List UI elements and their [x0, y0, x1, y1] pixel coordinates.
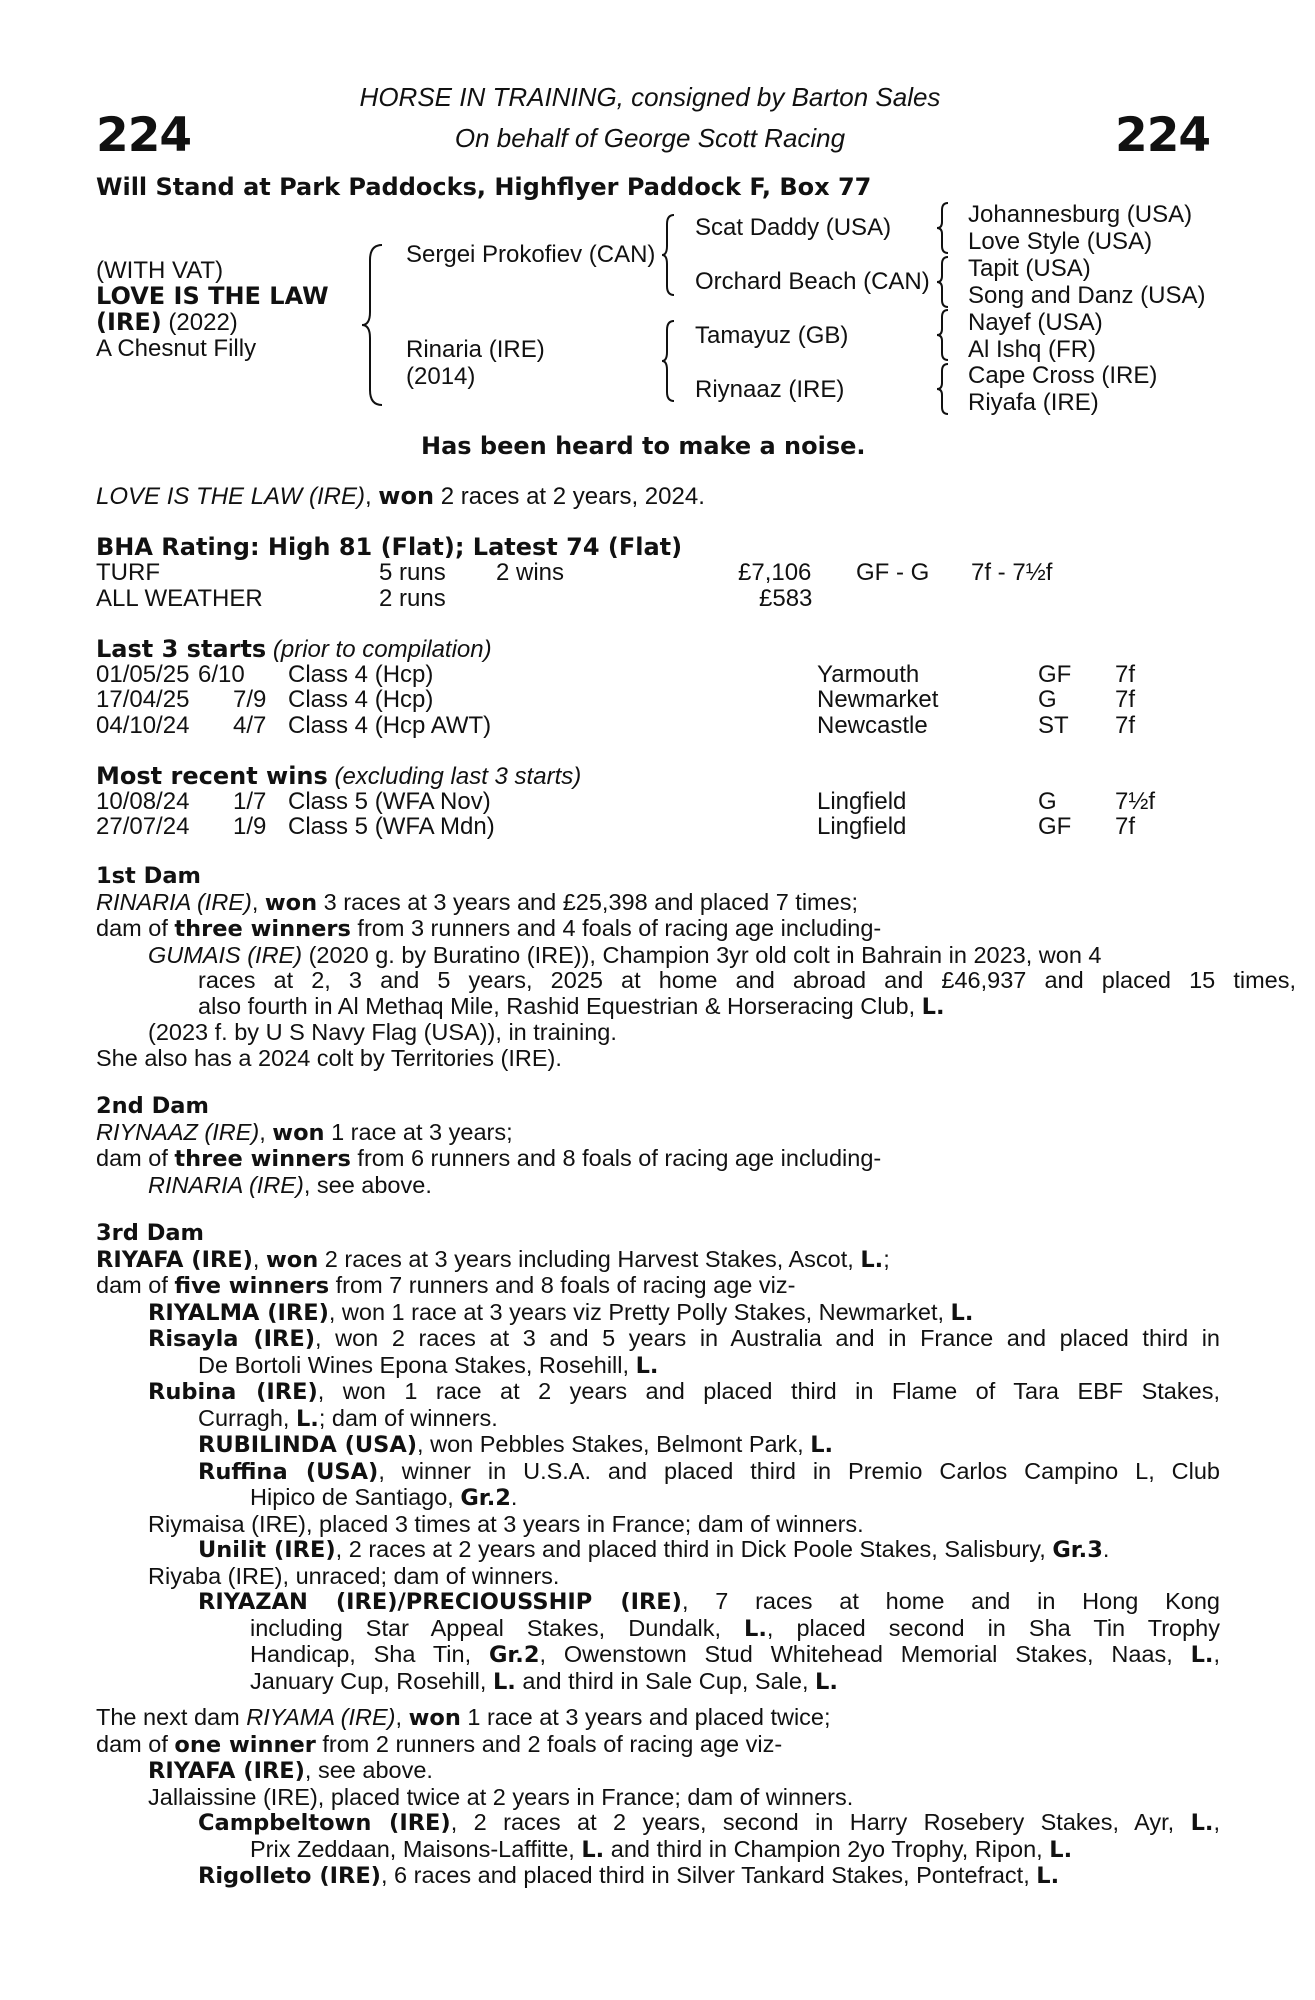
recent-win-course: Lingfield: [817, 813, 907, 840]
text: The next dam: [96, 1704, 247, 1730]
turf-runs: 5 runs: [379, 559, 446, 586]
last-start-position: 6/10: [198, 661, 245, 688]
text: and third in Sale Cup, Sale,: [515, 1667, 815, 1694]
recent-win-class: Class 5 (WFA Nov): [288, 788, 491, 815]
group-mark: Gr.2: [460, 1485, 511, 1511]
recent-win-date: 27/07/24: [96, 813, 190, 840]
won-word: won: [264, 889, 318, 916]
listed-mark: L.: [1190, 1642, 1214, 1668]
text: .: [510, 1484, 518, 1510]
pedigree-dam-year: (2014): [406, 363, 476, 390]
last-start-date: 17/04/25: [96, 686, 190, 713]
listed-mark: L.: [635, 1352, 659, 1379]
progeny-name: Rigolleto (IRE): [198, 1863, 381, 1889]
progeny-name: Rubina (IRE): [148, 1379, 318, 1405]
text: Prix Zeddaan, Maisons-Laffitte,: [250, 1835, 582, 1862]
progeny-name: RIYALMA (IRE): [148, 1299, 329, 1326]
first-dam-line: She also has a 2024 colt by Territories (IRE).: [96, 1044, 562, 1071]
sep: ,: [395, 1704, 409, 1730]
listed-mark: L.: [744, 1615, 767, 1642]
winners-count: three winners: [174, 1146, 351, 1172]
text: , see above.: [303, 1171, 432, 1198]
pedigree-dam: Rinaria (IRE): [406, 336, 545, 363]
pedigree-sire-dam: Orchard Beach (CAN): [695, 268, 930, 295]
last-start-going: ST: [1038, 712, 1069, 739]
text: dam of: [96, 1272, 175, 1298]
pedigree-brace-sire: [660, 212, 680, 298]
recent-win-going: GF: [1038, 813, 1072, 840]
text: Hipico de Santiago,: [250, 1484, 461, 1510]
third-dam-line: [96, 1379, 1220, 1406]
recent-wins-title: Most recent wins: [96, 762, 328, 790]
second-dam-section: [96, 1094, 1216, 1198]
progeny-name: RUBILINDA (USA): [198, 1432, 418, 1458]
second-dam-line: [96, 1120, 1216, 1147]
pedigree-g1: Johannesburg (USA): [968, 201, 1193, 228]
text: including Star Appeal Stakes, Dundalk,: [250, 1614, 745, 1641]
third-dam-line: [96, 1300, 1216, 1327]
last-start-position: 7/9: [233, 686, 267, 713]
last-start-position: 4/7: [233, 712, 267, 739]
aw-runs: 2 runs: [379, 585, 446, 612]
listed-mark: L.: [950, 1299, 974, 1326]
last-start-class: Class 4 (Hcp): [288, 661, 434, 688]
group-mark: Gr.2: [488, 1642, 540, 1668]
pedigree-g5: Nayef (USA): [968, 309, 1103, 336]
third-dam-line: [96, 1669, 1216, 1696]
pedigree-g2: Love Style (USA): [968, 228, 1153, 255]
dam-name: RIYAMA (IRE): [246, 1704, 396, 1730]
pedigree-brace-main: [360, 240, 390, 410]
text: from 7 runners and 8 foals of racing age viz-: [329, 1272, 796, 1298]
third-dam-section: [96, 1220, 1221, 1695]
second-dam-title: 2nd Dam: [96, 1093, 209, 1119]
next-dam-line: [96, 1732, 1216, 1759]
pedigree-g4: Song and Danz (USA): [968, 282, 1206, 309]
lot-number-right: 224: [1115, 108, 1211, 163]
recent-win-position: 1/9: [233, 813, 267, 840]
recent-win-position: 1/7: [233, 788, 267, 815]
turf-label: TURF: [96, 559, 160, 586]
turf-distance: 7f - 7½f: [971, 559, 1053, 586]
consignor-line: HORSE IN TRAINING, consigned by Barton Sales: [359, 82, 941, 112]
sep: ,: [251, 888, 265, 915]
listed-mark: L.: [815, 1668, 838, 1695]
third-dam-line: [96, 1537, 1216, 1564]
pedigree-g6: Al Ishq (FR): [968, 336, 1097, 363]
third-dam-line: [96, 1459, 1220, 1486]
dam-name: RINARIA (IRE): [96, 888, 252, 915]
recent-win-class: Class 5 (WFA Mdn): [288, 813, 495, 840]
wind-note: Has been heard to make a noise.: [421, 432, 866, 460]
recent-wins-heading: [96, 762, 581, 791]
first-dam-line: races at 2, 3 and 5 years, 2025 at home and abroad and £46,937 and placed 15 times,: [198, 967, 1296, 993]
recent-wins-subtitle: (excluding last 3 starts): [327, 763, 582, 790]
pedigree-sire: Sergei Prokofiev (CAN): [406, 241, 656, 268]
text: from 2 runners and 2 foals of racing age viz-: [315, 1730, 783, 1757]
text: , won 1 race at 2 years and placed third in Flame of Tara EBF Stakes,: [317, 1378, 1220, 1404]
pedigree-brace-g1: [934, 200, 954, 256]
text: dam of: [96, 915, 175, 941]
recent-win-date: 10/08/24: [96, 788, 190, 815]
winners-count: five winners: [174, 1273, 330, 1299]
stand-location: Will Stand at Park Paddocks, Highflyer Paddock F, Box 77: [96, 173, 872, 201]
dam-name: RIYNAAZ (IRE): [96, 1118, 260, 1145]
next-dam-line: Jallaissine (IRE), placed twice at 2 years in France; dam of winners.: [148, 1783, 854, 1810]
pedigree-g7: Cape Cross (IRE): [968, 362, 1158, 389]
last-starts-heading: [96, 635, 492, 664]
third-dam-line: [96, 1642, 1220, 1669]
group-mark: Gr.3: [1052, 1537, 1103, 1563]
last-start-date: 04/10/24: [96, 712, 190, 739]
last-start-class: Class 4 (Hcp): [288, 686, 434, 713]
text: also fourth in Al Methaq Mile, Rashid Equestrian & Horseracing Club,: [198, 992, 922, 1019]
last-start-distance: 7f: [1115, 686, 1136, 713]
text: January Cup, Rosehill,: [250, 1667, 493, 1694]
first-dam-line: (2023 f. by U S Navy Flag (USA)), in training.: [148, 1019, 617, 1045]
next-dam-line: [96, 1837, 1216, 1864]
first-dam-line: [96, 994, 1216, 1021]
text: Curragh,: [198, 1404, 296, 1431]
text: ;: [883, 1245, 890, 1272]
winners-count: three winners: [174, 916, 351, 942]
last-start-going: G: [1038, 686, 1057, 713]
next-dam-line: [96, 1810, 1220, 1837]
bha-rating: BHA Rating: High 81 (Flat); Latest 74 (Flat): [96, 533, 683, 561]
third-dam-line: [96, 1406, 1216, 1433]
third-dam-line: [96, 1353, 1216, 1380]
progeny-name: RINARIA (IRE): [148, 1171, 304, 1198]
text: , 2 races at 2 years and placed third in Dick Poole Stakes, Salisbury,: [335, 1536, 1053, 1562]
progeny-name: RIYAZAN (IRE)/PRECIOUSSHIP (IRE): [198, 1589, 682, 1615]
summary-won: won: [378, 482, 435, 510]
listed-mark: L.: [581, 1836, 605, 1863]
text: 1 race at 3 years and placed twice;: [460, 1704, 831, 1730]
last-starts-subtitle: (prior to compilation): [266, 636, 492, 663]
dam-name: RIYAFA (IRE): [96, 1246, 253, 1273]
text: dam of: [96, 1730, 175, 1757]
summary-rest: 2 races at 2 years, 2024.: [434, 483, 705, 510]
text: from 3 runners and 4 foals of racing age including-: [350, 915, 882, 941]
next-dam-section: [96, 1704, 1221, 1890]
next-dam-line: [96, 1863, 1216, 1890]
listed-mark: L.: [1049, 1836, 1073, 1863]
won-word: won: [272, 1119, 325, 1146]
third-dam-line: [96, 1247, 1216, 1274]
horse-name: LOVE IS THE LAW: [96, 282, 329, 310]
text: , Owenstown Stud Whitehead Memorial Stakes, Naas,: [539, 1641, 1191, 1667]
recent-win-course: Lingfield: [817, 788, 907, 815]
last-start-course: Newcastle: [817, 712, 928, 739]
text: (2020 g. by Buratino (IRE)), Champion 3yr old colt in Bahrain in 2023, won 4: [302, 941, 1102, 968]
third-dam-line: [96, 1589, 1220, 1616]
first-dam-line: [96, 890, 1216, 917]
aw-prize: £583: [759, 585, 813, 612]
text: , won Pebbles Stakes, Belmont Park,: [417, 1431, 811, 1457]
text: , winner in U.S.A. and placed third in Premio Carlos Campino L, Club: [378, 1457, 1220, 1484]
sep: ,: [252, 1245, 266, 1272]
text: , won 2 races at 3 and 5 years in Australia and in France and placed third in: [315, 1325, 1221, 1351]
summary-horse: LOVE IS THE LAW (IRE): [96, 483, 365, 510]
progeny-name: Ruffina (USA): [198, 1458, 379, 1485]
vat-note: (WITH VAT): [96, 257, 224, 284]
pedigree-dam-dam: Riynaaz (IRE): [695, 376, 845, 403]
turf-prize: £7,106: [738, 559, 812, 586]
listed-mark: L.: [921, 993, 945, 1020]
text: ; dam of winners.: [318, 1404, 498, 1431]
won-word: won: [408, 1705, 461, 1731]
won-word: won: [265, 1246, 319, 1273]
listed-mark: L.: [295, 1405, 319, 1432]
text: ,: [1213, 1641, 1220, 1667]
progeny-name: GUMAIS (IRE): [148, 941, 303, 968]
last-start-going: GF: [1038, 661, 1072, 688]
text: , placed second in Sha Tin Trophy: [766, 1614, 1220, 1641]
text: 1 race at 3 years;: [324, 1118, 513, 1145]
listed-mark: L.: [860, 1246, 884, 1273]
recent-win-going: G: [1038, 788, 1057, 815]
text: 2 races at 3 years including Harvest Stakes, Ascot,: [318, 1245, 861, 1272]
text: De Bortoli Wines Epona Stakes, Rosehill,: [198, 1351, 636, 1378]
second-dam-line: [96, 1173, 1216, 1199]
first-dam-section: [96, 863, 1296, 1071]
text: 3 races at 3 years and £25,398 and placed 7 times;: [317, 888, 858, 915]
text: ,: [1213, 1809, 1221, 1835]
pedigree-brace-dam: [660, 318, 680, 404]
next-dam-line: [96, 1758, 1216, 1785]
horse-description: A Chesnut Filly: [96, 335, 257, 362]
third-dam-line: [96, 1326, 1220, 1353]
last-starts-title: Last 3 starts: [96, 635, 267, 663]
first-dam-line: [96, 916, 1216, 943]
vendor-line: On behalf of George Scott Racing: [454, 123, 846, 153]
horse-suffix: (IRE): [96, 308, 162, 336]
text: Handicap, Sha Tin,: [250, 1641, 489, 1667]
text: , see above.: [304, 1757, 433, 1783]
listed-mark: L.: [1036, 1863, 1060, 1889]
text: dam of: [96, 1145, 175, 1171]
third-dam-line: [96, 1432, 1216, 1459]
pedigree-sire-sire: Scat Daddy (USA): [695, 214, 892, 241]
last-start-date: 01/05/25: [96, 661, 190, 688]
progeny-name: RIYAFA (IRE): [148, 1758, 305, 1784]
pedigree-g3: Tapit (USA): [968, 255, 1091, 282]
last-start-class: Class 4 (Hcp AWT): [288, 712, 492, 739]
third-dam-line: [96, 1616, 1220, 1643]
turf-wins: 2 wins: [496, 559, 565, 586]
next-dam-line: [96, 1705, 1216, 1732]
text: , 7 races at home and in Hong Kong: [681, 1588, 1220, 1614]
last-start-distance: 7f: [1115, 661, 1136, 688]
text: , 2 races at 2 years, second in Harry Rosebery Stakes, Ayr,: [450, 1809, 1191, 1835]
third-dam-title: 3rd Dam: [96, 1220, 204, 1246]
lot-number-left: 224: [96, 108, 192, 163]
text: and third in Champion 2yo Trophy, Ripon,: [604, 1835, 1050, 1862]
text: from 6 runners and 8 foals of racing age including-: [350, 1145, 882, 1171]
third-dam-line: Riyaba (IRE), unraced; dam of winners.: [148, 1562, 560, 1589]
aw-label: ALL WEATHER: [96, 585, 263, 612]
third-dam-line: [96, 1273, 1216, 1300]
progeny-name: Risayla (IRE): [148, 1326, 316, 1352]
text: , 6 races and placed third in Silver Tankard Stakes, Pontefract,: [380, 1862, 1037, 1888]
last-start-distance: 7f: [1115, 712, 1136, 739]
second-dam-line: [96, 1146, 1216, 1173]
horse-year: (2022): [161, 309, 238, 336]
pedigree-g8: Riyafa (IRE): [968, 389, 1099, 416]
recent-win-distance: 7½f: [1115, 788, 1156, 815]
third-dam-line: Riymaisa (IRE), placed 3 times at 3 years in France; dam of winners.: [148, 1510, 864, 1537]
recent-win-distance: 7f: [1115, 813, 1136, 840]
sep: ,: [259, 1118, 273, 1145]
horse-name-line2: [96, 308, 238, 337]
first-dam-line: [96, 943, 1216, 969]
winners-count: one winner: [174, 1731, 316, 1758]
first-dam-title: 1st Dam: [96, 863, 201, 889]
listed-mark: L.: [1190, 1810, 1214, 1836]
pedigree-dam-sire: Tamayuz (GB): [695, 322, 849, 349]
race-summary: LOVE IS THE LAW (IRE), won 2 races at 2 years, 2024.: [96, 482, 705, 510]
text: .: [1102, 1536, 1110, 1562]
text: , won 1 race at 3 years viz Pretty Polly Stakes, Newmarket,: [328, 1298, 951, 1325]
last-start-course: Yarmouth: [817, 661, 920, 688]
progeny-name: Unilit (IRE): [198, 1537, 336, 1563]
third-dam-line: [96, 1485, 1216, 1512]
listed-mark: L.: [492, 1668, 516, 1695]
turf-going: GF - G: [856, 559, 930, 586]
progeny-name: Campbeltown (IRE): [198, 1810, 451, 1836]
last-start-course: Newmarket: [817, 686, 939, 713]
listed-mark: L.: [810, 1432, 834, 1458]
pedigree-brace-g4: [934, 361, 954, 417]
pedigree-brace-g3: [934, 307, 954, 363]
pedigree-brace-g2: [934, 254, 954, 310]
